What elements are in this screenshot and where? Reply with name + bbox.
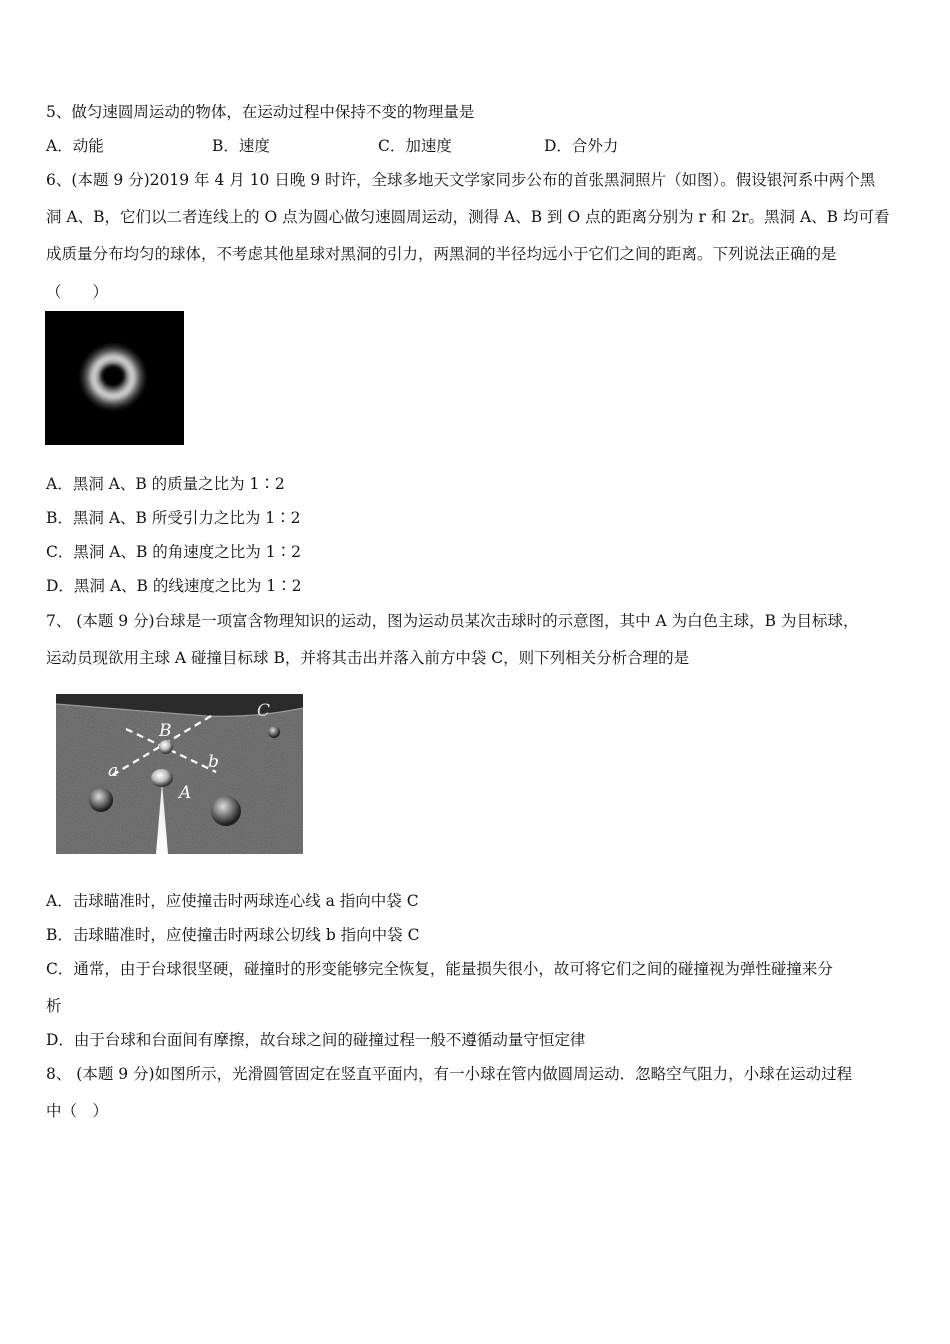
- label-A: A: [179, 783, 192, 803]
- q5-option-b: B．速度: [212, 137, 270, 155]
- billiards-diagram: [56, 694, 303, 854]
- q5-options: [46, 136, 618, 156]
- q6-option-a: A．黑洞 A、B 的质量之比为 1∶2: [46, 475, 285, 493]
- q7-option-b: B．击球瞄准时，应使撞击时两球公切线 b 指向中袋 C: [46, 926, 420, 944]
- q6-option-b: B．黑洞 A、B 所受引力之比为 1∶2: [46, 509, 301, 527]
- billiards-graphic: [56, 694, 303, 854]
- q8-stem-line2: 中（ ）: [46, 1102, 109, 1120]
- q6-option-d: D．黑洞 A、B 的线速度之比为 1∶2: [46, 577, 302, 595]
- q5-option-a: A．动能: [46, 137, 104, 155]
- label-C: C: [257, 701, 271, 721]
- billiard-ball-left: [89, 788, 113, 812]
- label-b: b: [208, 752, 219, 772]
- q7-option-d: D．由于台球和台面间有摩擦，故台球之间的碰撞过程一般不遵循动量守恒定律: [46, 1031, 586, 1049]
- q7-option-a: A．击球瞄准时，应使撞击时两球连心线 a 指向中袋 C: [46, 892, 419, 910]
- billiard-ball-far: [268, 726, 280, 738]
- q5-option-c: C．加速度: [378, 137, 452, 155]
- q7-option-c: C．通常，由于台球很坚硬，碰撞时的形变能够完全恢复，能量损失很小，故可将它们之间的碰撞视为弹性碰撞来分: [46, 960, 833, 978]
- q7-option-c-cont: 析: [46, 997, 62, 1015]
- q5-stem: 5、做匀速圆周运动的物体，在运动过程中保持不变的物理量是: [46, 103, 475, 121]
- q6-stem-line4: （ ）: [46, 283, 109, 301]
- black-hole-photo: [45, 311, 184, 445]
- label-B: B: [159, 721, 172, 741]
- q6-stem-line1: 6、(本题 9 分)2019 年 4 月 10 日晚 9 时许，全球多地天文学家同步公布的首张黑洞照片（如图）。假设银河系中两个黑: [46, 171, 876, 189]
- q6-stem-line3: 成质量分布均匀的球体，不考虑其他星球对黑洞的引力，两黑洞的半径均远小于它们之间的距离。下列说法正确的是: [46, 245, 837, 263]
- black-hole-ring-graphic: [45, 311, 184, 445]
- q5-option-d: D．合外力: [544, 137, 619, 155]
- billiard-ball-right: [211, 796, 241, 826]
- q7-stem-line1: 7、 (本题 9 分)台球是一项富含物理知识的运动，图为运动员某次击球时的示意图，其中 A 为白色主球，B 为目标球，: [46, 612, 859, 630]
- target-ball: [159, 740, 173, 754]
- q6-option-c: C．黑洞 A、B 的角速度之比为 1∶2: [46, 543, 301, 561]
- q7-stem-line2: 运动员现欲用主球 A 碰撞目标球 B，并将其击出并落入前方中袋 C，则下列相关分析合理的是: [46, 649, 690, 667]
- q8-stem-line1: 8、 (本题 9 分)如图所示，光滑圆管固定在竖直平面内，有一小球在管内做圆周运动．忽略空气阻力，小球在运动过程: [46, 1065, 853, 1083]
- cue-ball: [151, 769, 173, 787]
- q6-stem-line2: 洞 A、B，它们以二者连线上的 O 点为圆心做匀速圆周运动，测得 A、B 到 O 点的距离分别为 r 和 2r。黑洞 A、B 均可看: [46, 208, 890, 226]
- label-a: a: [108, 761, 119, 781]
